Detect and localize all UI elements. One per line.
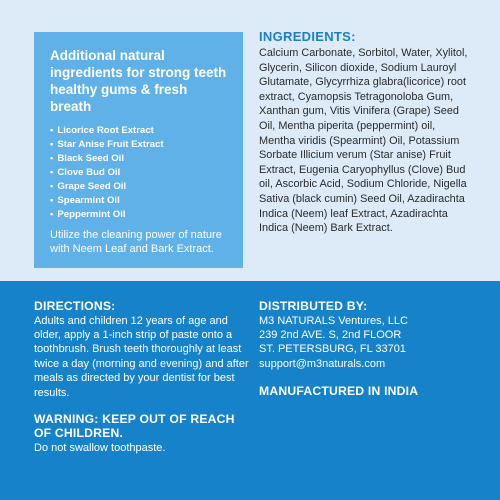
ingredients-text: Calcium Carbonate, Sorbitol, Water, Xylitol, Glycerin, Silicon dioxide, Sodium Lauroyl Glutamate, Glycyrrhiza glabra(licorice) root extract, Cyamopsis Tetragonoloba Gum, Xanthan gum, Vitis Vinifera (Grape) Seed Oil, Mentha piperita (peppermint) oil, Mentha viridis (Spearmint) Oil, Potassium Sorbate Illicium verum (Star anise) Fruit Extract, Eugenia Caryophyllus (Clove) Bud oil, Ascorbic Acid, Sodium Chloride, Nigella Sativa (black cumin) Seed Oil, Azadirachta Indica (Neem) leaf Extract, Azadirachta Indica (Neem) Bark Extract. bbox=[259, 47, 468, 235]
directions-heading: DIRECTIONS: bbox=[34, 299, 116, 313]
list-item bbox=[50, 138, 229, 152]
ingredients-section bbox=[259, 29, 471, 236]
distributor-name: M3 NATURALS Ventures, LLC bbox=[259, 314, 408, 327]
ingredients-heading: INGREDIENTS: bbox=[259, 29, 356, 44]
list-item-label: Licorice Root Extract bbox=[57, 125, 154, 136]
bullet-icon: • bbox=[50, 195, 54, 206]
directions-section bbox=[34, 299, 249, 455]
list-item-label: Clove Bud Oil bbox=[57, 167, 121, 178]
benefits-callout bbox=[34, 32, 243, 268]
bullet-icon: • bbox=[50, 181, 54, 192]
list-item bbox=[50, 180, 229, 194]
list-item-label: Black Seed Oil bbox=[57, 153, 125, 164]
distributor-heading: DISTRIBUTED BY: bbox=[259, 299, 368, 313]
distributor-address-line: 239 2nd AVE. S, 2nd FLOOR bbox=[259, 328, 402, 341]
list-item bbox=[50, 124, 229, 138]
warning-heading: WARNING: KEEP OUT OF REACH OF CHILDREN. bbox=[34, 411, 235, 441]
list-item bbox=[50, 166, 229, 180]
support-email: support@m3naturals.com bbox=[259, 357, 386, 370]
list-item-label: Star Anise Fruit Extract bbox=[57, 139, 164, 150]
list-item bbox=[50, 208, 229, 222]
distributor-city-line: ST. PETERSBURG, FL 33701 bbox=[259, 343, 406, 356]
manufactured-in: MANUFACTURED IN INDIA bbox=[259, 384, 419, 399]
directions-text: Adults and children 12 years of age and older, apply a 1-inch strip of paste onto a toothbrush. Brush teeth thoroughly at least twice a day (morning and evening) and after meals as directed by your dentist for best results. bbox=[34, 314, 249, 399]
callout-note: Utilize the cleaning power of nature with Neem Leaf and Bark Extract. bbox=[50, 229, 222, 255]
callout-title: Additional natural ingredients for strong teeth healthy gums & fresh breath bbox=[50, 48, 227, 114]
distributor-section bbox=[259, 299, 474, 398]
list-item bbox=[50, 152, 229, 166]
natural-ingredients-list bbox=[50, 124, 229, 222]
bullet-icon: • bbox=[50, 153, 54, 164]
bullet-icon: • bbox=[50, 209, 54, 220]
list-item bbox=[50, 194, 229, 208]
warning-text: Do not swallow toothpaste. bbox=[34, 441, 166, 454]
bullet-icon: • bbox=[50, 125, 54, 136]
bullet-icon: • bbox=[50, 167, 54, 178]
list-item-label: Spearmint Oil bbox=[57, 195, 120, 206]
list-item-label: Grape Seed Oil bbox=[57, 181, 127, 192]
list-item-label: Peppermint Oil bbox=[57, 209, 126, 220]
bullet-icon: • bbox=[50, 139, 54, 150]
